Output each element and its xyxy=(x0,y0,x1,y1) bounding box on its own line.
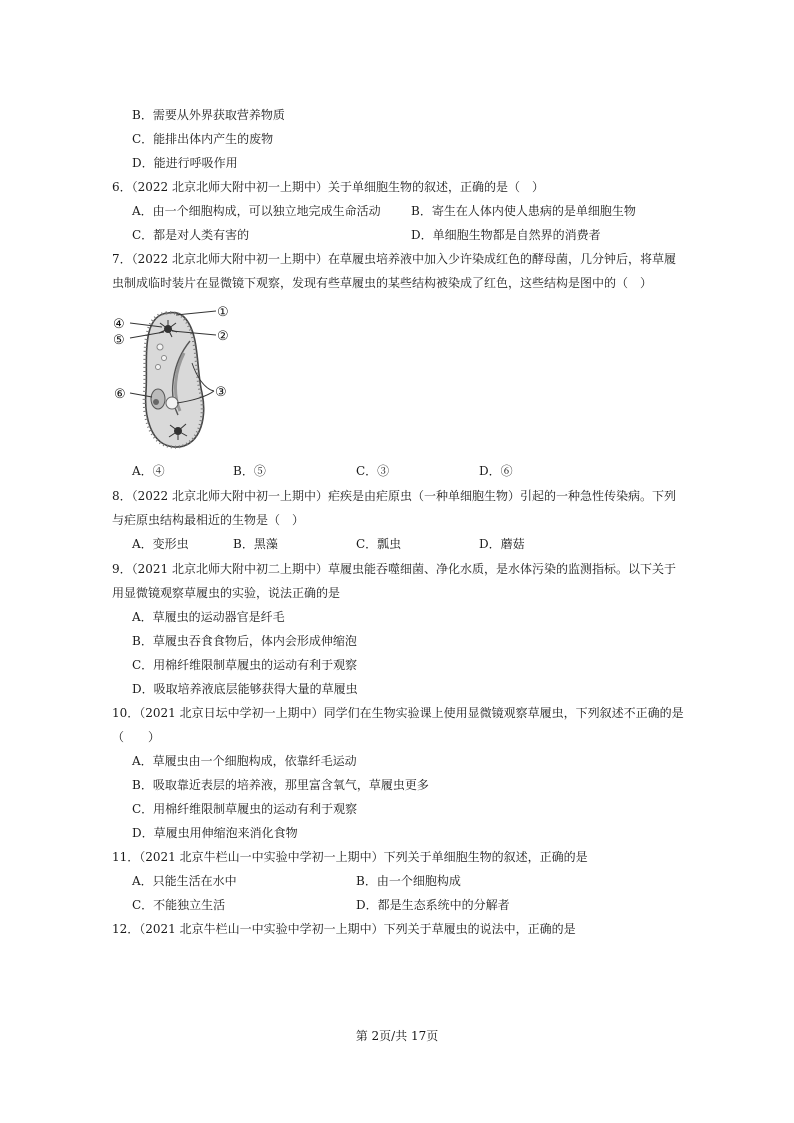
q9-option-d: D．吸取培养液底层能够获得大量的草履虫 xyxy=(132,682,358,696)
q9-stem-line1: 9．（2021 北京北师大附中初二上期中）草履虫能吞噬细菌、净化水质，是水体污染的监测指标。以下关于 xyxy=(112,562,676,576)
q11-stem: 11．（2021 北京牛栏山一中实验中学初一上期中）下列关于单细胞生物的叙述，正确的是 xyxy=(112,850,588,864)
paramecium-figure xyxy=(110,303,230,455)
q7-stem-line2: 虫制成临时装片在显微镜下观察，发现有些草履虫的某些结构被染成了红色，这些结构是图中的（ ） xyxy=(112,276,653,290)
q7-option-d: D．⑥ xyxy=(479,464,513,478)
q5-option-c: C．能排出体内产生的废物 xyxy=(132,132,274,146)
q6-option-b: B．寄生在人体内使人患病的是单细胞生物 xyxy=(411,204,636,218)
page-footer: 第 2页/共 17页 xyxy=(355,1029,439,1043)
figure-label-6: ⑥ xyxy=(114,387,126,402)
q8-option-b: B．黑藻 xyxy=(233,537,278,551)
q10-stem-line2: （ ） xyxy=(112,730,161,744)
q5-option-d: D．能进行呼吸作用 xyxy=(132,156,238,170)
figure-label-4: ④ xyxy=(113,317,125,332)
q11-option-c: C．不能独立生活 xyxy=(132,898,226,912)
q10-option-d: D．草履虫用伸缩泡来消化食物 xyxy=(132,826,298,840)
q6-option-d: D．单细胞生物都是自然界的消费者 xyxy=(411,228,601,242)
q8-stem-line2: 与疟原虫结构最相近的生物是（ ） xyxy=(112,513,305,527)
q6-option-c: C．都是对人类有害的 xyxy=(132,228,250,242)
q7-option-c: C．③ xyxy=(356,464,390,478)
q11-option-d: D．都是生态系统中的分解者 xyxy=(356,898,510,912)
q10-option-b: B．吸取靠近表层的培养液，那里富含氧气，草履虫更多 xyxy=(132,778,429,792)
q7-option-a: A．④ xyxy=(132,464,165,478)
q9-option-c: C．用棉纤维限制草履虫的运动有利于观察 xyxy=(132,658,358,672)
q8-option-d: D．蘑菇 xyxy=(479,537,525,551)
figure-label-3: ③ xyxy=(215,385,227,400)
figure-label-2: ② xyxy=(217,329,229,344)
q10-option-a: A．草履虫由一个细胞构成，依靠纤毛运动 xyxy=(132,754,357,768)
q11-option-a: A．只能生活在水中 xyxy=(132,874,237,888)
q9-option-b: B．草履虫吞食食物后，体内会形成伸缩泡 xyxy=(132,634,357,648)
q6-option-a: A．由一个细胞构成，可以独立地完成生命活动 xyxy=(132,204,381,218)
q11-option-b: B．由一个细胞构成 xyxy=(356,874,461,888)
figure-label-1: ① xyxy=(217,305,229,320)
q6-stem: 6．（2022 北京北师大附中初一上期中）关于单细胞生物的叙述，正确的是（ ） xyxy=(112,180,544,194)
q7-option-b: B．⑤ xyxy=(233,464,266,478)
q9-option-a: A．草履虫的运动器官是纤毛 xyxy=(132,610,285,624)
figure-label-5: ⑤ xyxy=(113,333,125,348)
q5-option-b: B．需要从外界获取营养物质 xyxy=(132,108,285,122)
q10-stem-line1: 10．（2021 北京日坛中学初一上期中）同学们在生物实验课上使用显微镜观察草履虫，下列叙述不正确的是 xyxy=(112,706,684,720)
q7-stem-line1: 7．（2022 北京北师大附中初一上期中）在草履虫培养液中加入少许染成红色的酵母菌，几分钟后，将草履 xyxy=(112,252,676,266)
q12-stem: 12．（2021 北京牛栏山一中实验中学初一上期中）下列关于草履虫的说法中，正确的是 xyxy=(112,922,576,936)
q9-stem-line2: 用显微镜观察草履虫的实验，说法正确的是 xyxy=(112,586,341,600)
q8-option-a: A．变形虫 xyxy=(132,537,189,551)
q10-option-c: C．用棉纤维限制草履虫的运动有利于观察 xyxy=(132,802,358,816)
q8-option-c: C．瓢虫 xyxy=(356,537,402,551)
q8-stem-line1: 8．（2022 北京北师大附中初一上期中）疟疾是由疟原虫（一种单细胞生物）引起的一种急性传染病。下列 xyxy=(112,489,676,503)
